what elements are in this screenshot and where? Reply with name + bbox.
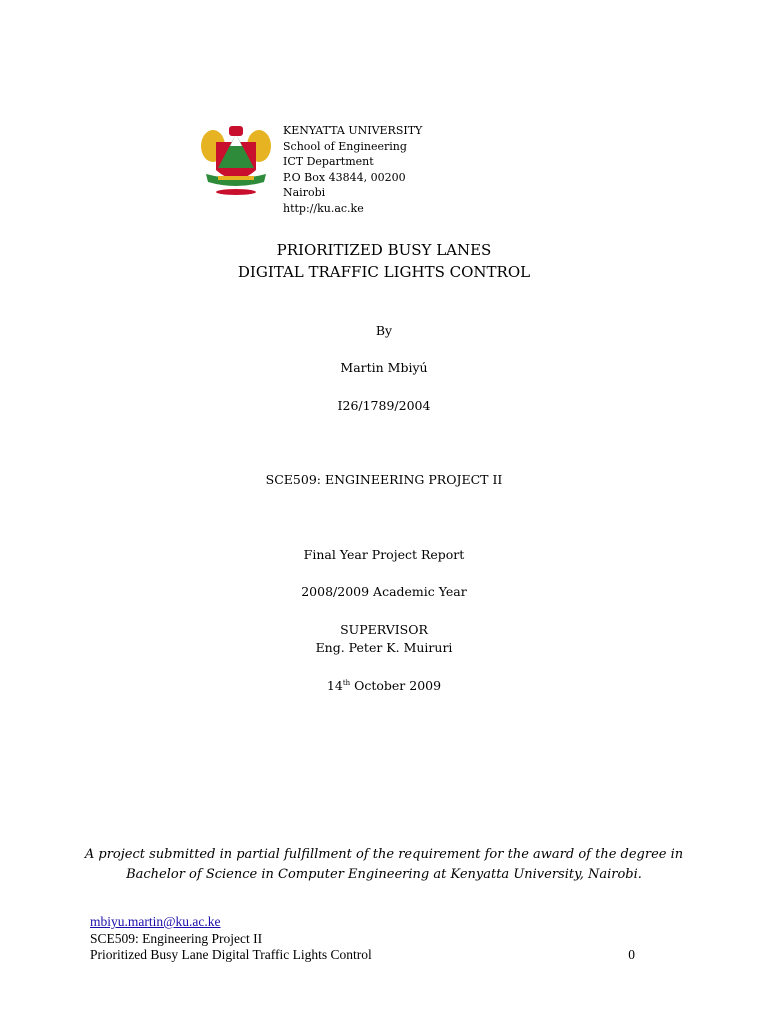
supervisor-name: Eng. Peter K. Muiruri [315, 640, 453, 655]
page-footer [90, 914, 635, 964]
address-line: School of Engineering [283, 139, 407, 153]
supervisor-label: SUPERVISOR [340, 622, 428, 637]
statement-line-2: Bachelor of Science in Computer Engineering at Kenyatta University, Nairobi. [126, 866, 642, 882]
address-line: Nairobi [283, 186, 326, 200]
academic-year: 2008/2009 Academic Year [301, 584, 467, 599]
address-line: P.O Box 43844, 00200 [283, 170, 406, 184]
registration-number: I26/1789/2004 [337, 398, 431, 413]
author-email-link[interactable]: mbiyu.martin@ku.ac.ke [90, 914, 221, 929]
author-name: Martin Mbiyú [340, 360, 428, 375]
university-crest-logo [198, 120, 274, 198]
footer-course: SCE509: Engineering Project II [90, 930, 263, 946]
footer-doc-title: Prioritized Busy Lane Digital Traffic Lights Control [90, 947, 372, 962]
address-line: http://ku.ac.ke [283, 201, 364, 215]
date-day: 14 [326, 678, 343, 693]
report-type: Final Year Project Report [303, 547, 465, 562]
date-rest: October 2009 [350, 678, 442, 693]
address-line: ICT Department [283, 155, 374, 169]
university-address [283, 123, 422, 217]
report-date [0, 677, 768, 695]
address-line: KENYATTA UNIVERSITY [283, 124, 423, 137]
title-line-1: PRIORITIZED BUSY LANES [276, 241, 492, 259]
submission-statement [60, 845, 708, 884]
course-code: SCE509: ENGINEERING PROJECT II [265, 472, 503, 487]
title-line-2: DIGITAL TRAFFIC LIGHTS CONTROL [237, 263, 531, 281]
page-number: 0 [628, 947, 635, 962]
statement-line-1: A project submitted in partial fulfillment of the requirement for the award of the degree in [84, 847, 684, 862]
by-label: By [375, 323, 393, 338]
date-suffix: th [342, 678, 351, 687]
document-title [0, 239, 768, 283]
